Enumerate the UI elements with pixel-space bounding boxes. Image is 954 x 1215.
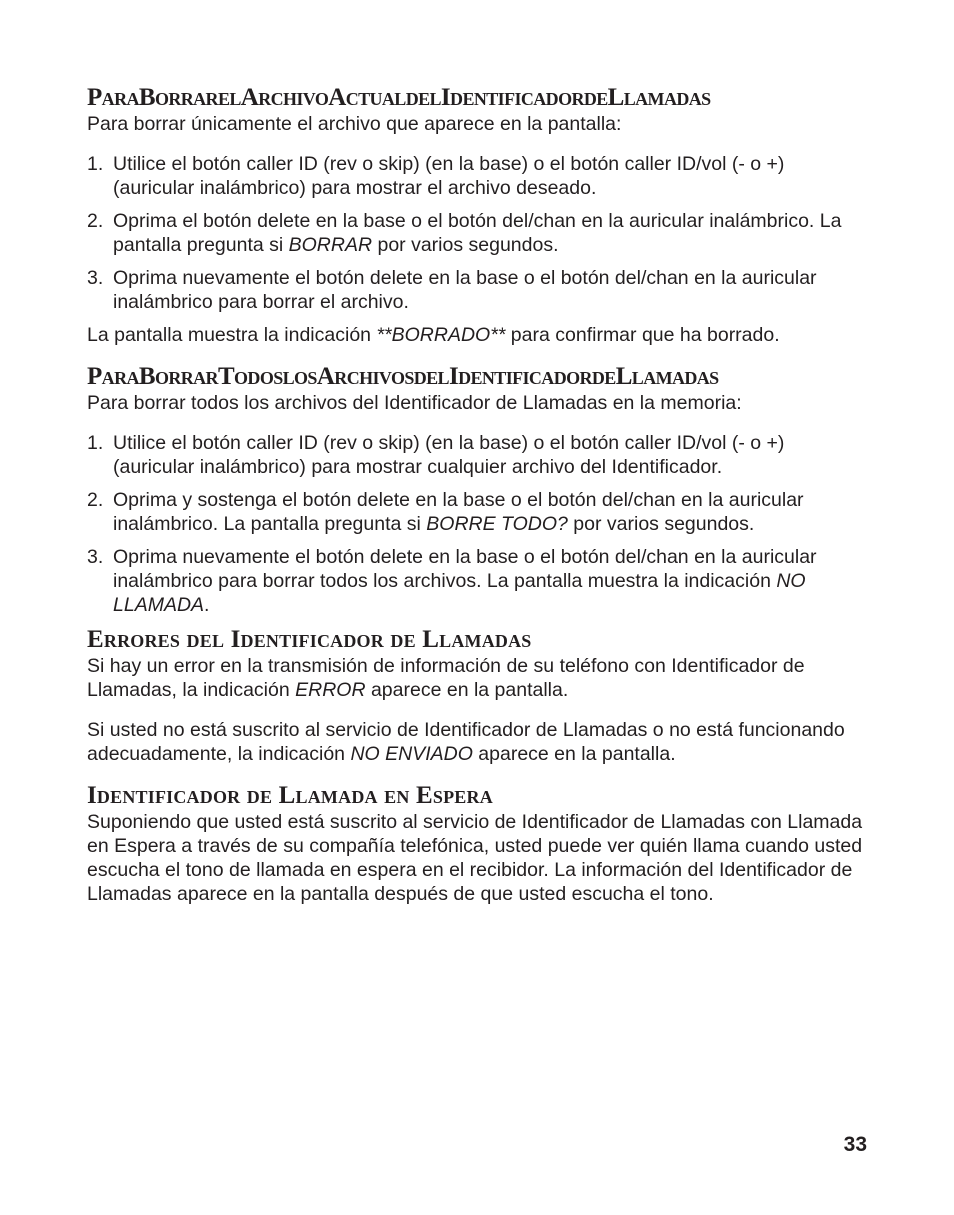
step-item [87, 545, 867, 617]
manual-page [87, 84, 867, 922]
paragraph-text: aparece en la pantalla. [365, 679, 569, 701]
body-paragraph [87, 654, 867, 702]
section-caller-id-errors [87, 626, 867, 766]
step-number: 2. [87, 210, 104, 232]
step-text: Oprima el botón delete en la base o el botón del/chan en la auricular inalámbrico. La pantalla pregunta si [113, 210, 842, 256]
closing-text: La pantalla muestra la indicación [87, 324, 377, 346]
section-heading: Errores del Identificador de Llamadas [87, 626, 532, 653]
display-message: NO ENVIADO [350, 743, 473, 765]
page-number: 33 [843, 1133, 867, 1156]
step-text: Oprima y sostenga el botón delete en la base o el botón del/chan en la auricular inalámbrico. La pantalla pregunta si [113, 489, 804, 535]
section-heading: Identificador de Llamada en Espera [87, 782, 493, 809]
step-item [87, 209, 867, 257]
step-text: por varios segundos. [372, 234, 559, 256]
section-intro: Para borrar todos los archivos del Identificador de Llamadas en la memoria: [87, 392, 742, 414]
step-item [87, 152, 867, 200]
step-text: . [204, 594, 210, 616]
paragraph-text: aparece en la pantalla. [472, 743, 676, 765]
step-text: Oprima nuevamente el botón delete en la base o el botón del/chan en la auricular inalámbrico para borrar todos los archivos. La pantalla muestra la indicación [113, 546, 817, 592]
step-number: 1. [87, 432, 104, 454]
step-number: 3. [87, 267, 104, 289]
display-message: NO LLAMADA [113, 570, 806, 616]
step-text: por varios segundos. [567, 513, 755, 535]
step-number: 3. [87, 546, 104, 568]
step-item [87, 266, 867, 314]
step-item [87, 431, 867, 479]
section-heading: ParaBorrarTodoslosArchivosdelIdentificadordeLlamadas [87, 363, 719, 390]
section-closing [87, 323, 867, 347]
body-paragraph [87, 718, 867, 766]
step-number: 1. [87, 153, 104, 175]
display-message: **BORRADO** [376, 324, 506, 346]
step-text: Utilice el botón caller ID (rev o skip) (en la base) o el botón caller ID/vol (- o +) (auricular inalámbrico) para mostrar el archivo deseado. [113, 153, 785, 199]
step-text: Oprima nuevamente el botón delete en la base o el botón del/chan en la auricular inalámbrico para borrar el archivo. [113, 267, 817, 313]
step-list [87, 431, 867, 617]
display-message: BORRE TODO? [426, 513, 568, 535]
section-intro: Para borrar únicamente el archivo que aparece en la pantalla: [87, 113, 622, 135]
paragraph-text: Si usted no está suscrito al servicio de Identificador de Llamadas o no está funcionando adecuadamente, la indicación [87, 719, 845, 765]
display-message: ERROR [295, 679, 366, 701]
section-call-waiting-caller-id [87, 782, 867, 906]
section-delete-all-records [87, 363, 867, 617]
step-item [87, 488, 867, 536]
closing-text: para confirmar que ha borrado. [505, 324, 780, 346]
section-delete-current-record [87, 84, 867, 347]
section-heading: ParaBorrarelArchivoActualdelIdentificadordeLlamadas [87, 84, 711, 111]
step-number: 2. [87, 489, 104, 511]
body-paragraph: Suponiendo que usted está suscrito al servicio de Identificador de Llamadas con Llamada en Espera a través de su compañía telefónica, usted puede ver quién llama cuando usted escucha el tono de llamada en espera en el recibidor. La información del Identificador de Llamadas aparece en la pantalla después de que usted escucha el tono. [87, 811, 863, 905]
display-message: BORRAR [288, 234, 373, 256]
step-text: Utilice el botón caller ID (rev o skip) (en la base) o el botón caller ID/vol (- o +) (auricular inalámbrico) para mostrar cualquier archivo del Identificador. [113, 432, 785, 478]
paragraph-text: Si hay un error en la transmisión de información de su teléfono con Identificador de Llamadas, la indicación [87, 655, 805, 701]
step-list [87, 152, 867, 314]
